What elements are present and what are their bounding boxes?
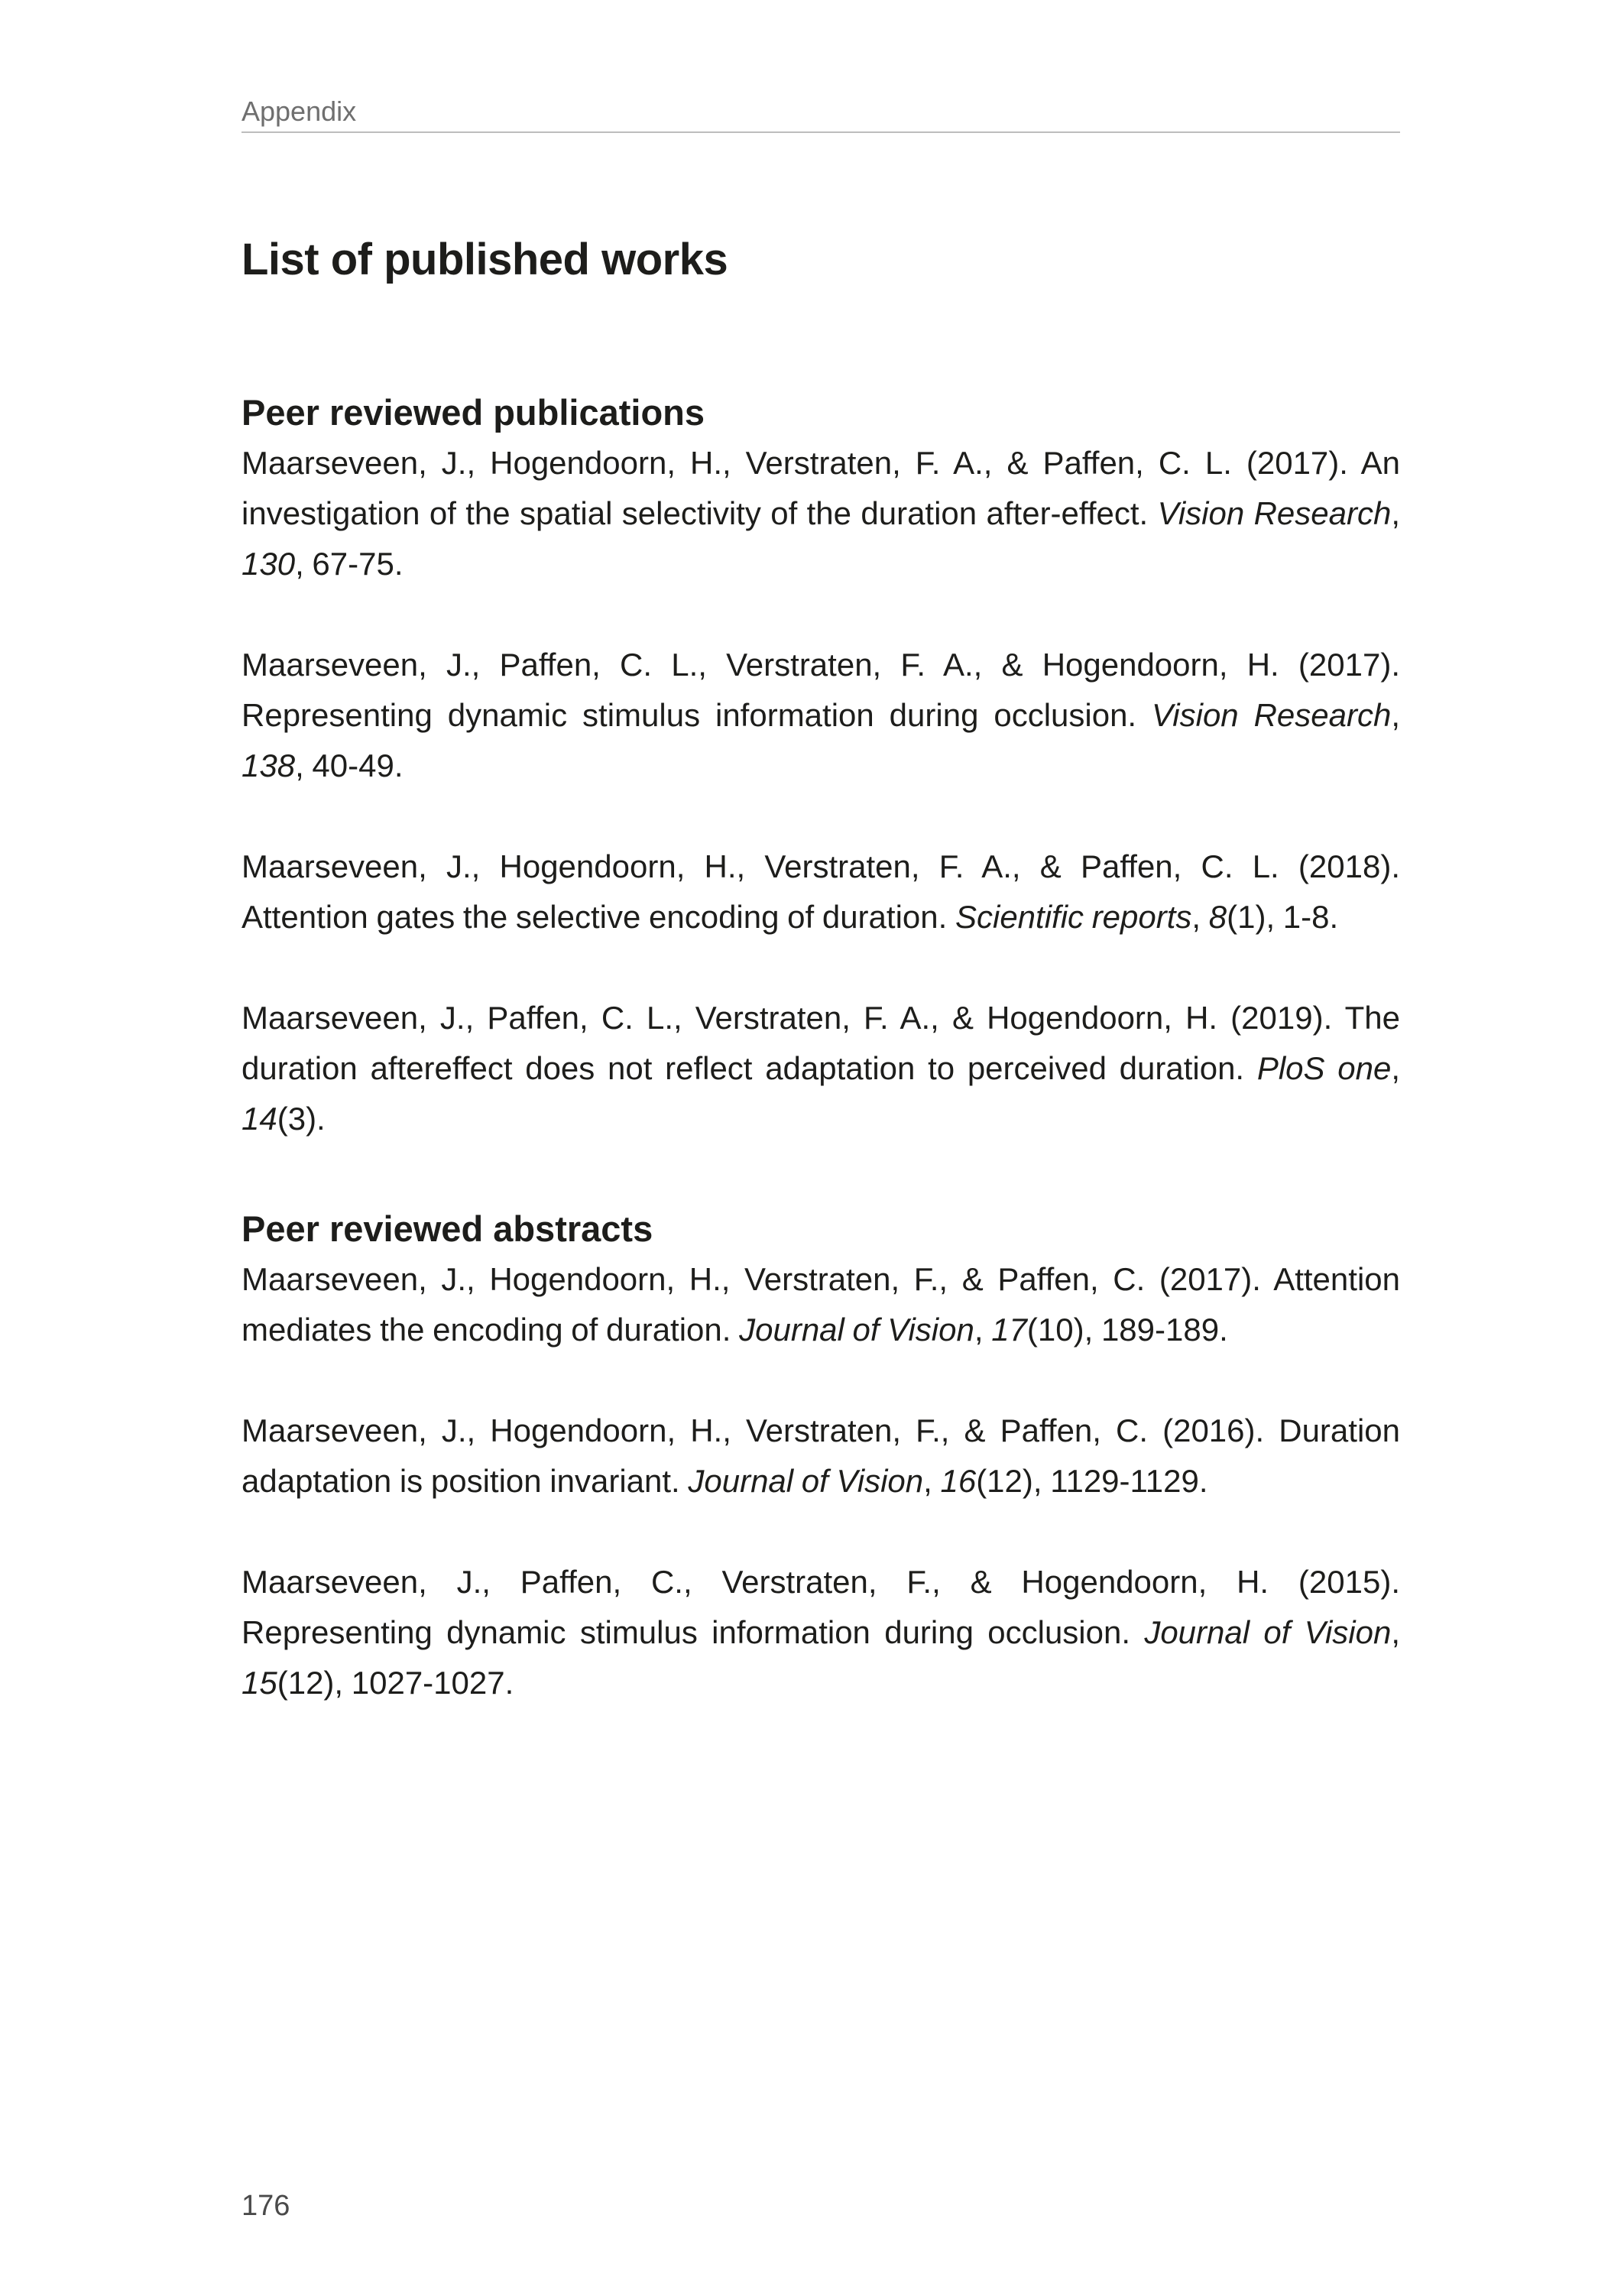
running-header-label: Appendix [241, 96, 357, 127]
entry-pages: (12), 1129-1129. [976, 1463, 1208, 1499]
entry-separator: , [1391, 697, 1401, 733]
entry-pages: (10), 189-189. [1026, 1312, 1228, 1348]
publication-entry [241, 842, 1400, 942]
publication-entry [241, 993, 1400, 1144]
entry-journal: Journal of Vision [1144, 1614, 1392, 1650]
entry-volume: 130 [241, 546, 296, 582]
abstracts-heading: Peer reviewed abstracts [241, 1208, 653, 1249]
publications-heading: Peer reviewed publications [241, 392, 705, 433]
entry-volume: 138 [241, 748, 296, 783]
entry-authors-title: Maarseveen, J., Paffen, C. L., Verstraten, F. A., & Hogendoorn, H. (2017). Representing dynamic stimulus information during occlusion. [241, 647, 1400, 733]
entry-journal: Scientific reports [955, 899, 1192, 935]
entry-separator: , [974, 1312, 992, 1348]
entry-volume: 15 [241, 1665, 277, 1701]
page-number: 176 [241, 2190, 290, 2222]
entry-journal: Journal of Vision [688, 1463, 924, 1499]
entry-separator: , [1391, 1614, 1401, 1650]
entry-journal: Vision Research [1157, 495, 1392, 531]
entry-authors-title: Maarseveen, J., Hogendoorn, H., Verstraten, F., & Paffen, C. (2017). Attention mediates the encoding of duration. [241, 1261, 1400, 1348]
publication-entry [241, 640, 1400, 791]
entry-pages: (1), 1-8. [1227, 899, 1339, 935]
entry-pages: , 40-49. [295, 748, 404, 783]
entry-authors-title: Maarseveen, J., Paffen, C., Verstraten, F., & Hogendoorn, H. (2015). Representing dynamic stimulus information during occlusion. [241, 1564, 1400, 1650]
entry-volume: 8 [1208, 899, 1227, 935]
entry-separator: , [923, 1463, 941, 1499]
abstract-entry [241, 1557, 1400, 1708]
entry-separator: , [1391, 495, 1400, 531]
entry-authors-title: Maarseveen, J., Hogendoorn, H., Verstraten, F. A., & Paffen, C. L. (2018). Attention gates the selective encoding of duration. [241, 848, 1400, 935]
entry-volume: 16 [940, 1463, 977, 1499]
entry-journal: Vision Research [1152, 697, 1392, 733]
running-header [241, 92, 1400, 133]
entry-pages: (12), 1027-1027. [277, 1665, 514, 1701]
publications-section [241, 388, 1400, 1144]
entry-authors-title: Maarseveen, J., Hogendoorn, H., Verstraten, F. A., & Paffen, C. L. (2017). An investigation of the spatial selectivity of the duration after-effect. [241, 445, 1400, 531]
entry-separator: , [1191, 899, 1209, 935]
entry-authors-title: Maarseveen, J., Hogendoorn, H., Verstraten, F., & Paffen, C. (2016). Duration adaptation is position invariant. [241, 1412, 1400, 1499]
entry-volume: 14 [241, 1101, 277, 1137]
entry-separator: , [1391, 1050, 1400, 1086]
entry-journal: PloS one [1256, 1050, 1392, 1086]
entry-pages: (3). [277, 1101, 326, 1137]
entry-pages: , 67-75. [295, 546, 404, 582]
abstracts-section [241, 1204, 1400, 1708]
entry-authors-title: Maarseveen, J., Paffen, C. L., Verstraten, F. A., & Hogendoorn, H. (2019). The duration aftereffect does not reflect adaptation to perceived duration. [241, 1000, 1400, 1086]
entry-journal: Journal of Vision [739, 1312, 974, 1348]
publication-entry [241, 438, 1400, 589]
page-title: List of published works [241, 235, 728, 284]
abstract-entry [241, 1406, 1400, 1507]
entry-volume: 17 [991, 1312, 1027, 1348]
abstract-entry [241, 1254, 1400, 1355]
